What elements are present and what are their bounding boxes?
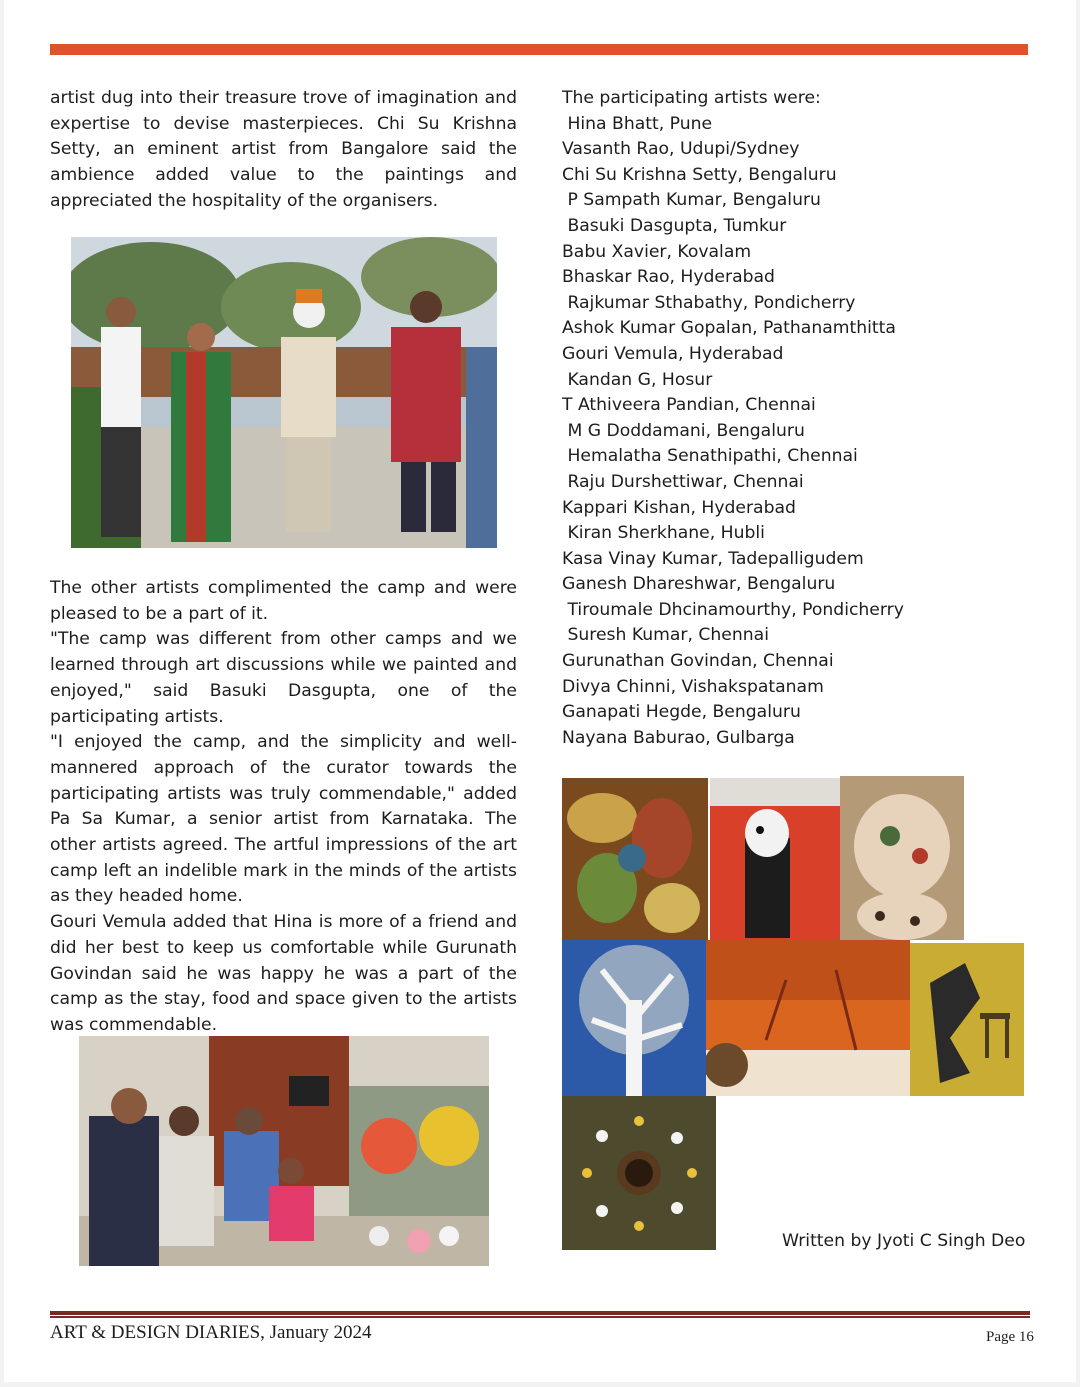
- artist-item: Ganesh Dhareshwar, Bengaluru: [562, 574, 836, 595]
- artist-item: Ganapati Hegde, Bengaluru: [562, 702, 801, 723]
- artist-item: T Athiveera Pandian, Chennai: [562, 395, 816, 416]
- artist-item: M G Doddamani, Bengaluru: [562, 420, 805, 441]
- artists-indoor-photo: [79, 1036, 489, 1266]
- footer-rule-thin: [50, 1316, 1030, 1318]
- artist-item: Gurunathan Govindan, Chennai: [562, 651, 834, 672]
- header-accent-bar: [50, 44, 1028, 55]
- artist-list: [562, 86, 1002, 751]
- paragraph-gouri: Gouri Vemula added that Hina is more of a friend and did her best to keep us comfortable while Gurunath Govindan said he was happy he was a part of the camp as the stay, food and space given to the artists was commendable.: [50, 912, 517, 1035]
- paragraph-intro: artist dug into their treasure trove of imagination and expertise to devise masterpieces. Chi Su Krishna Setty, an eminent artist from Bangalore said the ambience added value to the paintings and appreciated the hospitality of the organisers.: [50, 88, 517, 211]
- artist-item: Kiran Sherkhane, Hubli: [562, 523, 765, 544]
- artist-item: Tiroumale Dhcinamourthy, Pondicherry: [562, 599, 904, 620]
- artwork-tile: [710, 778, 840, 940]
- byline: Written by Jyoti C Singh Deo: [782, 1231, 1026, 1251]
- artist-item: Babu Xavier, Kovalam: [562, 241, 752, 262]
- artist-item: Kasa Vinay Kumar, Tadepalligudem: [562, 548, 864, 569]
- artwork-tile: [706, 940, 910, 1096]
- quote-pa-sa-kumar: "I enjoyed the camp, and the simplicity and well-mannered approach of the curator towards the participating artists was truly commendable," added Pa Sa Kumar, a senior artist from Karnataka. The other artists agreed. The artful impressions of the art camp left an indelible mark in the minds of the artists as they headed home.: [50, 732, 517, 907]
- page-number: Page 16: [986, 1329, 1034, 1345]
- artist-item: Rajkumar Sthabathy, Pondicherry: [562, 292, 856, 313]
- artwork-tile: [562, 778, 708, 940]
- artist-list-heading: The participating artists were:: [562, 88, 821, 108]
- artist-item: Basuki Dasgupta, Tumkur: [562, 215, 787, 236]
- artwork-tile: [840, 776, 964, 940]
- quote-basuki: "The camp was different from other camps and we learned through art discussions while we painted and enjoyed," said Basuki Dasgupta, one of the participating artists.: [50, 629, 517, 727]
- artist-item: Kappari Kishan, Hyderabad: [562, 497, 796, 518]
- artwork-tile: [562, 1096, 716, 1250]
- artist-item: Vasanth Rao, Udupi/Sydney: [562, 139, 800, 160]
- artist-item: Chi Su Krishna Setty, Bengaluru: [562, 164, 837, 185]
- left-column-top: [50, 86, 517, 215]
- footer-rule: [50, 1311, 1030, 1315]
- artwork-tile: [910, 943, 1024, 1096]
- artist-item: Suresh Kumar, Chennai: [562, 625, 769, 646]
- magazine-page: [4, 0, 1076, 1382]
- artist-item: Hina Bhatt, Pune: [562, 113, 713, 134]
- artist-item: Bhaskar Rao, Hyderabad: [562, 267, 775, 288]
- artist-item: Gouri Vemula, Hyderabad: [562, 343, 784, 364]
- group-outdoor-photo: [71, 237, 497, 548]
- paragraph-compliments: The other artists complimented the camp and were pleased to be a part of it.: [50, 578, 517, 624]
- left-column-bottom: [50, 576, 517, 1039]
- artist-item: Divya Chinni, Vishakspatanam: [562, 676, 824, 697]
- artist-item: Nayana Baburao, Gulbarga: [562, 727, 795, 748]
- artist-item: Ashok Kumar Gopalan, Pathanamthitta: [562, 318, 896, 339]
- artwork-tile: [562, 940, 706, 1096]
- artist-item: Kandan G, Hosur: [562, 369, 713, 390]
- publication-footer: ART & DESIGN DIARIES, January 2024: [50, 1322, 372, 1343]
- artist-item: Hemalatha Senathipathi, Chennai: [562, 446, 858, 467]
- artist-item: P Sampath Kumar, Bengaluru: [562, 190, 821, 211]
- artist-item: Raju Durshettiwar, Chennai: [562, 471, 804, 492]
